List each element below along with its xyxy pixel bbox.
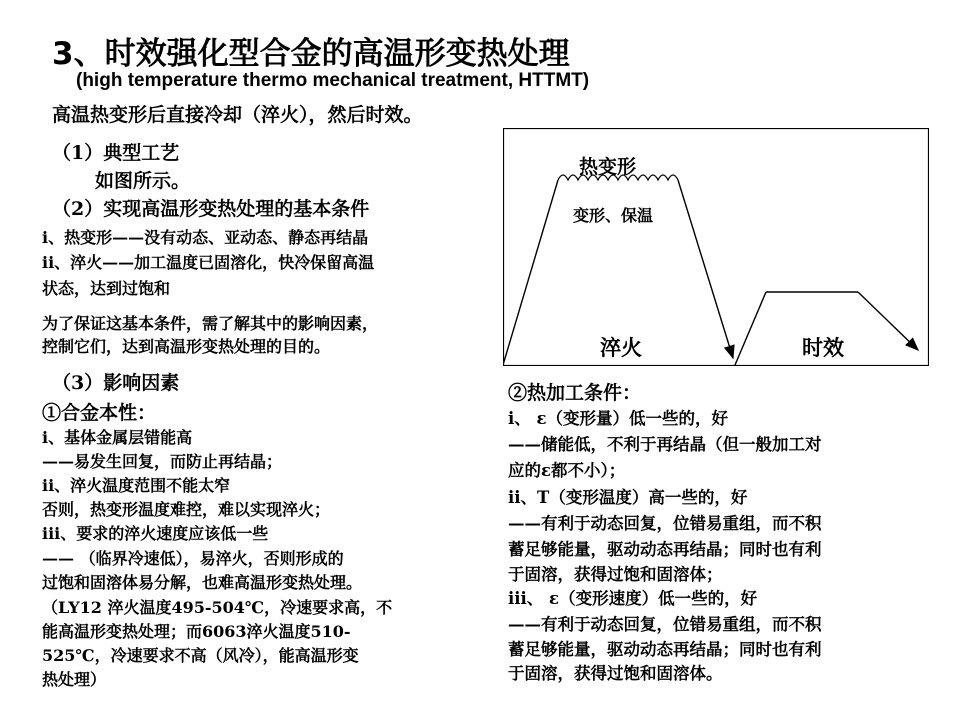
section2-line: ii、淬火——加工温度已固溶化，快冷保留高温	[42, 253, 375, 272]
section2-note-line: 控制它们，达到高温形变热处理的目的。	[42, 337, 331, 356]
sub1-line: iii、要求的淬火速度应该低一些	[42, 524, 269, 543]
sub2-line: ——储能低，不利于再结晶（但一般加工对	[508, 435, 822, 454]
sub1-line: （LY12 淬火温度495-504℃，冷速要求高，不	[42, 598, 393, 617]
sub1-line: i、基体金属层错能高	[42, 428, 193, 447]
sub1-line: ii、淬火温度范围不能太窄	[42, 476, 231, 495]
label-hot-deform: 热变形	[579, 156, 637, 178]
diagram-frame	[504, 129, 929, 366]
sub2-line: ii、T（变形温度）高一些的，好	[508, 488, 748, 507]
section3-heading: （3）影响因素	[52, 372, 180, 394]
sub1-line: —— （临界冷速低），易淬火，否则形成的	[42, 549, 344, 568]
section1-heading: （1）典型工艺	[52, 142, 180, 164]
process-diagram	[503, 128, 929, 366]
sub1-line: 过饱和固溶体易分解，也难高温形变热处理。	[42, 573, 363, 592]
sub2-line: i、 ε（变形量）低一些的，好	[508, 409, 729, 428]
sub2-line: 蓄足够能量，驱动动态再结晶；同时也有利	[508, 540, 822, 559]
sub1-line: 能高温形变热处理；而6063淬火温度510-	[42, 622, 351, 641]
page-subtitle: (high temperature thermo mechanical treatment, HTTMT)	[76, 70, 590, 91]
sub2-line: ——有利于动态回复，位错易重组，而不积	[508, 615, 822, 634]
sub2-line: 于固溶，获得过饱和固溶体。	[508, 664, 723, 683]
page-title: 3、时效强化型合金的高温形变热处理	[52, 36, 570, 72]
sub2-line: 蓄足够能量，驱动动态再结晶；同时也有利	[508, 640, 822, 659]
section2-line: i、热变形——没有动态、亚动态、静态再结晶	[42, 228, 369, 247]
process-diagram-svg	[503, 128, 929, 366]
label-deform-hold: 变形、保温	[573, 206, 654, 225]
section2-line: 状态，达到过饱和	[42, 279, 171, 298]
sub1-line: ——易发生回复，而防止再结晶；	[42, 452, 283, 471]
section2-heading: （2）实现高温形变热处理的基本条件	[52, 198, 370, 220]
section1-text: 如图所示。	[95, 170, 191, 192]
sub1-line: 否则，热变形温度难控，难以实现淬火；	[42, 500, 331, 519]
label-quench: 淬火	[600, 335, 642, 360]
intro-text: 高温热变形后直接冷却（淬火），然后时效。	[52, 104, 423, 126]
sub1-line: 热处理）	[42, 670, 107, 689]
label-aging: 时效	[802, 335, 844, 360]
sub2-line: 于固溶，获得过饱和固溶体；	[508, 565, 723, 584]
section2-note-line: 为了保证这基本条件，需了解其中的影响因素，	[42, 314, 379, 333]
sub2-line: 应的ε都不小）；	[508, 461, 626, 480]
sub2-line: iii、 ε（变形速度）低一些的，好	[508, 589, 758, 608]
sub1-heading: ①合金本性：	[42, 402, 157, 424]
sub2-line: ——有利于动态回复，位错易重组，而不积	[508, 514, 822, 533]
sub1-line: 525℃，冷速要求不高（风冷），能高温形变	[42, 646, 359, 665]
sub2-heading: ②热加工条件：	[508, 382, 642, 404]
